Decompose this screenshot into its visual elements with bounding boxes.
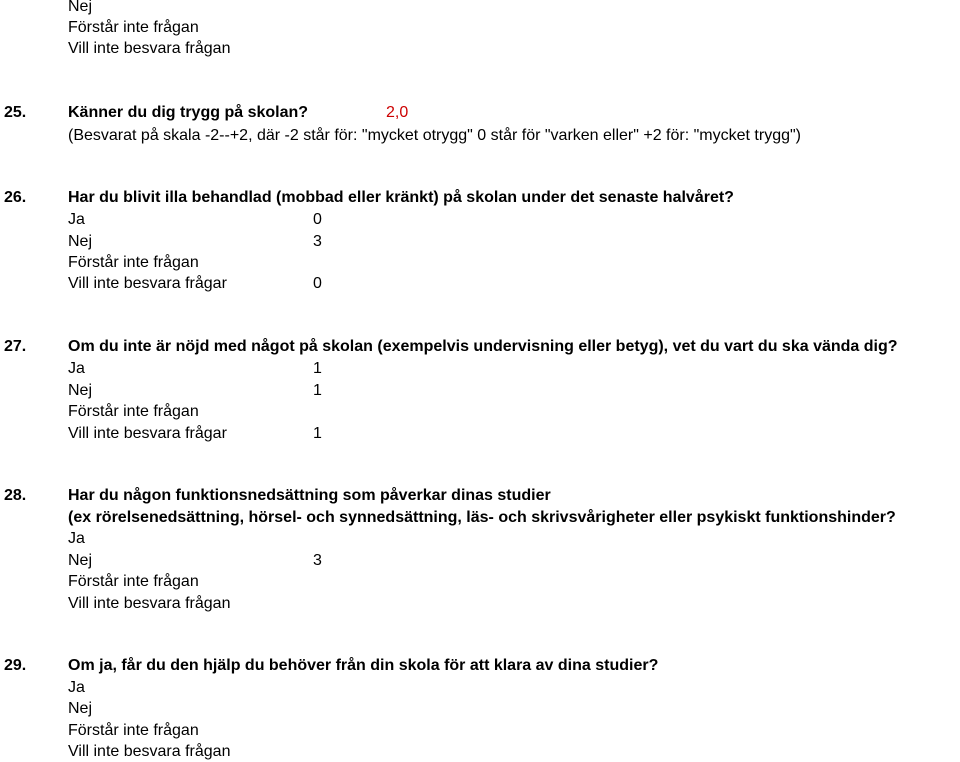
question-text: Om du inte är nöjd med något på skolan (exempelvis undervisning eller betyg), vet du vart du ska vända dig?: [68, 338, 898, 355]
question-text-continued: (ex rörelsenedsättning, hörsel- och synnedsättning, läs- och skrivsvårigheter eller psykiskt funktionshinder?: [68, 509, 896, 526]
question-number: 27.: [4, 338, 27, 355]
question-text: Har du blivit illa behandlad (mobbad eller kränkt) på skolan under det senaste halvåret?: [68, 189, 734, 206]
question-text: Känner du dig trygg på skolan?: [68, 104, 309, 121]
option-count: 0: [313, 211, 322, 228]
option-label: Nej: [68, 700, 93, 717]
option-label: Ja: [68, 679, 85, 696]
option-label: Förstår inte frågan: [68, 254, 199, 271]
option-count: 1: [313, 360, 322, 377]
option-label: Ja: [68, 530, 85, 547]
option-label: Ja: [68, 211, 85, 228]
option-label: Nej: [68, 233, 93, 250]
average-value: 2,0: [386, 104, 409, 121]
question-number: 26.: [4, 189, 27, 206]
scale-note: (Besvarat på skala -2--+2, där -2 står för: "mycket otrygg" 0 står för "varken eller" +2 för: "mycket trygg"): [68, 127, 801, 144]
option-label: Förstår inte frågan: [68, 722, 199, 739]
question-number: 25.: [4, 104, 27, 121]
option-label: Nej: [68, 552, 93, 569]
option-label: Förstår inte frågan: [68, 573, 199, 590]
question-text: Har du någon funktionsnedsättning som påverkar dinas studier: [68, 487, 551, 504]
option-label: Nej: [68, 382, 93, 399]
option-vill-inte: Vill inte besvara frågan: [68, 40, 231, 57]
option-label: Förstår inte frågan: [68, 403, 199, 420]
option-nej: Nej: [68, 0, 93, 15]
option-count: 0: [313, 275, 322, 292]
option-count: 1: [313, 382, 322, 399]
option-label: Ja: [68, 360, 85, 377]
option-label: Vill inte besvara frågar: [68, 275, 227, 292]
option-count: 1: [313, 425, 322, 442]
question-number: 28.: [4, 487, 27, 504]
option-label: Vill inte besvara frågan: [68, 743, 231, 760]
option-count: 3: [313, 552, 322, 569]
question-text: Om ja, får du den hjälp du behöver från din skola för att klara av dina studier?: [68, 657, 659, 674]
option-label: Vill inte besvara frågan: [68, 595, 231, 612]
option-count: 3: [313, 233, 322, 250]
option-forstar-inte: Förstår inte frågan: [68, 19, 199, 36]
question-number: 29.: [4, 657, 27, 674]
option-label: Vill inte besvara frågar: [68, 425, 227, 442]
